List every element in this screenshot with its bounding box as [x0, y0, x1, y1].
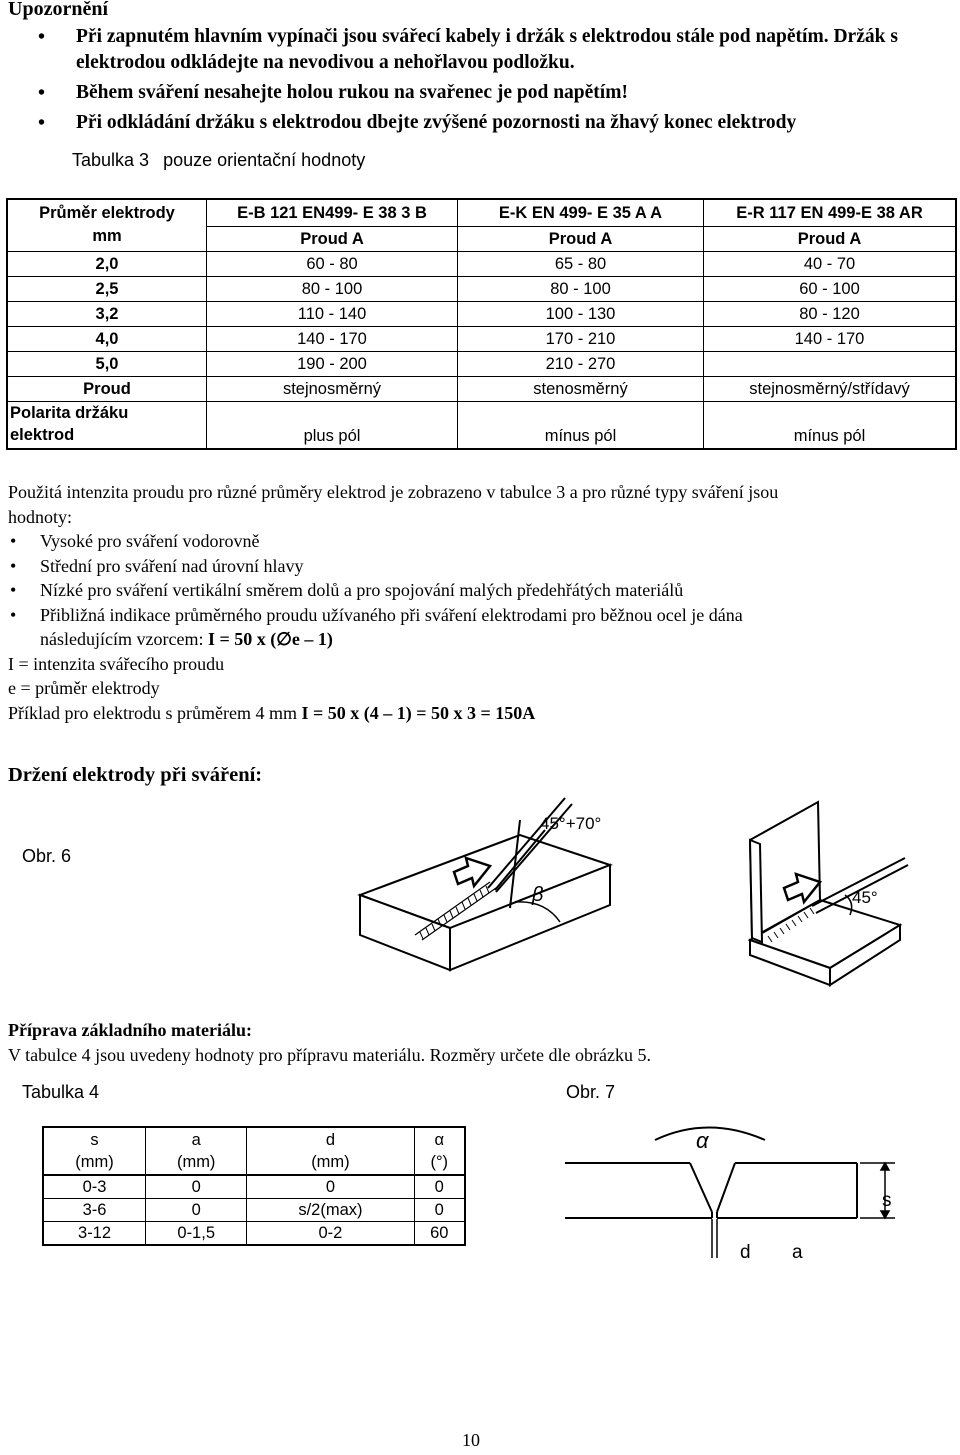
- table3-electrode-type: E-R 117 EN 499-E 38 AR: [736, 203, 923, 222]
- table-row: [7, 377, 956, 402]
- list-item: [8, 603, 948, 652]
- table3-current-header: Proud A: [704, 227, 957, 252]
- table3-diameter: 2,5: [7, 277, 207, 302]
- intro-line: hodnoty:: [8, 506, 73, 527]
- table-row: [43, 1199, 465, 1222]
- table3-cell: [704, 352, 957, 377]
- table3-diameter: 2,0: [7, 252, 207, 277]
- table3-cell: 40 - 70: [803, 254, 856, 273]
- warning-title: Upozornění: [8, 0, 108, 20]
- table-row: [43, 1222, 465, 1246]
- table3-cell: 60 - 100: [799, 279, 860, 298]
- figure7-d: d: [740, 1242, 751, 1263]
- table4-cell: 0-1,5: [146, 1222, 247, 1246]
- definition-e: e = průměr elektrody: [8, 678, 160, 698]
- prep-heading: Příprava základního materiálu:: [8, 1020, 252, 1040]
- angle-right-label: 45°: [852, 888, 878, 907]
- table3-header-row: [7, 199, 956, 227]
- table4-header: [247, 1127, 414, 1175]
- table3-caption: [72, 150, 365, 171]
- table4-header: [146, 1127, 247, 1175]
- holding-heading: Držení elektrody při sváření:: [8, 764, 263, 786]
- warning-list: [8, 24, 948, 140]
- warning-item: • Během sváření nesahejte holou rukou na svařenec je pod napětím!: [8, 80, 948, 106]
- table-row: [7, 402, 956, 450]
- table4-caption: Tabulka 4: [22, 1082, 100, 1102]
- table3-cell: stejnosměrný: [207, 377, 458, 402]
- formula-intro: Přibližná indikace průměrného proudu užívaného při sváření elektrodami pro běžnou ocel je dána: [40, 604, 743, 625]
- figure7-label: Obr. 7: [566, 1082, 616, 1102]
- table3-polarity-label: [7, 402, 207, 450]
- example: [8, 701, 948, 726]
- table4-cell: 0: [247, 1175, 414, 1199]
- table3-polarity-label-line2: elektrod: [10, 426, 75, 444]
- table4-header-row: [43, 1127, 465, 1175]
- table3: [6, 198, 957, 450]
- table3-current-header: Proud A: [458, 227, 704, 252]
- table3-polarity-label-line1: Polarita držáku: [10, 404, 129, 422]
- table-row: [7, 327, 956, 352]
- table-row: [7, 352, 956, 377]
- table4-header: [43, 1127, 146, 1175]
- table3-cell: 80 - 120: [799, 304, 860, 323]
- table3-cell: stejnosměrný/střídavý: [749, 379, 910, 398]
- groove-profile: [565, 1163, 857, 1218]
- table3-caption-label: Tabulka 3: [72, 150, 150, 170]
- table4-header-unit: (mm): [311, 1153, 350, 1171]
- table3-cell: 80 - 100: [207, 277, 458, 302]
- figure7-illustration: [560, 1120, 960, 1280]
- table3-current-label: Proud: [7, 377, 207, 402]
- formula-prefix: následujícím vzorcem:: [40, 629, 208, 649]
- table4-header-unit: (mm): [176, 1153, 216, 1171]
- table3-row-header-unit: mm: [7, 227, 207, 252]
- figure7-a: a: [792, 1242, 803, 1263]
- table4-cell: 0: [414, 1199, 465, 1222]
- table4-cell: 60: [414, 1222, 465, 1246]
- table3-cell: 80 - 100: [458, 277, 704, 302]
- table4-cell: 0: [146, 1175, 247, 1199]
- current-type-list: [8, 529, 948, 652]
- table3-cell: mínus pól: [793, 427, 866, 445]
- table4-cell: s/2(max): [247, 1199, 414, 1222]
- table4: [42, 1126, 466, 1246]
- list-item: • Nízké pro sváření vertikální směrem dolů a pro spojování malých předehřátých materiálů: [8, 578, 948, 603]
- table4-header-name: s: [90, 1131, 99, 1149]
- table3-diameter: 3,2: [7, 302, 207, 327]
- table4-cell: 0: [146, 1199, 247, 1222]
- angle-beta-label: β: [532, 884, 544, 906]
- figure6-label: Obr. 6: [22, 846, 72, 866]
- table-row: [7, 277, 956, 302]
- table3-cell: 140 - 170: [207, 327, 458, 352]
- table3-cell: 110 - 140: [207, 302, 458, 327]
- table4-header-unit: (mm): [75, 1153, 114, 1171]
- table4-cell: 3-6: [43, 1199, 146, 1222]
- table3-diameter: 5,0: [7, 352, 207, 377]
- table-row: [43, 1175, 465, 1199]
- example-prefix: Příklad pro elektrodu s průměrem 4 mm: [8, 702, 302, 723]
- table4-cell: 0-3: [43, 1175, 146, 1199]
- figure6-illustration: [350, 790, 910, 990]
- table-row: [7, 302, 956, 327]
- current-explanation: [8, 480, 948, 725]
- table4-cell: 0-2: [247, 1222, 414, 1246]
- prep-text: V tabulce 4 jsou uvedeny hodnoty pro přípravu materiálu. Rozměry určete dle obrázku 5.: [8, 1045, 651, 1065]
- list-item: • Vysoké pro sváření vodorovně: [8, 529, 948, 554]
- table3-cell: 140 - 170: [794, 329, 865, 348]
- table4-header-name: α: [434, 1131, 445, 1149]
- warning-item: • Při odkládání držáku s elektrodou dbejte zvýšené pozornosti na žhavý konec elektrody: [8, 110, 948, 136]
- table4-header: [414, 1127, 465, 1175]
- definition-i: I = intenzita svářecího proudu: [8, 653, 225, 674]
- figure7-alpha: α: [696, 1128, 709, 1153]
- table4-cell: 3-12: [43, 1222, 146, 1246]
- d-dimension: [712, 1219, 717, 1258]
- left-plate: [360, 835, 610, 970]
- table3-cell: 65 - 80: [458, 252, 704, 277]
- table3-header-row: [7, 227, 956, 252]
- table3-cell: 100 - 130: [458, 302, 704, 327]
- table3-diameter: 4,0: [7, 327, 207, 352]
- table3-cell: plus pól: [207, 402, 458, 450]
- table3-cell: 60 - 80: [207, 252, 458, 277]
- intro-line: Použitá intenzita proudu pro různé průměry elektrod je zobrazeno v tabulce 3 a pro různé typy sváření jsou: [8, 482, 779, 502]
- table3-cell: stenosměrný: [458, 377, 704, 402]
- table3-cell: 170 - 210: [458, 327, 704, 352]
- figure7-s: s: [882, 1190, 892, 1211]
- table3-cell: 190 - 200: [207, 352, 458, 377]
- alpha-arc: [655, 1128, 765, 1141]
- table3-current-header: Proud A: [207, 227, 458, 252]
- table4-header-name: d: [325, 1131, 336, 1149]
- table4-header-name: a: [191, 1131, 201, 1149]
- table4-header-unit: (°): [430, 1153, 449, 1171]
- table3-cell: 210 - 270: [458, 352, 704, 377]
- page-number: 10: [462, 1430, 480, 1450]
- warning-item: • Při zapnutém hlavním vypínači jsou svářecí kabely i držák s elektrodou stále pod napětím. Držák s elektrodou odkládejte na nevodivou a nehořlavou podložku.: [8, 24, 948, 76]
- formula: I = 50 x (∅e – 1): [207, 629, 333, 649]
- table3-cell: mínus pól: [458, 402, 704, 450]
- example-formula: I = 50 x (4 – 1) = 50 x 3 = 150A: [301, 702, 536, 723]
- table3-electrode-type: E-B 121 EN499- E 38 3 B: [207, 199, 458, 227]
- angle-top-label: 45°+70°: [540, 814, 602, 833]
- table3-caption-note: pouze orientační hodnoty: [163, 150, 366, 170]
- table3-electrode-type: E-K EN 499- E 35 A A: [458, 199, 704, 227]
- table3-row-header: Průměr elektrody: [7, 199, 207, 227]
- list-item: • Střední pro sváření nad úrovní hlavy: [8, 554, 948, 579]
- table4-cell: 0: [414, 1175, 465, 1199]
- table-row: [7, 252, 956, 277]
